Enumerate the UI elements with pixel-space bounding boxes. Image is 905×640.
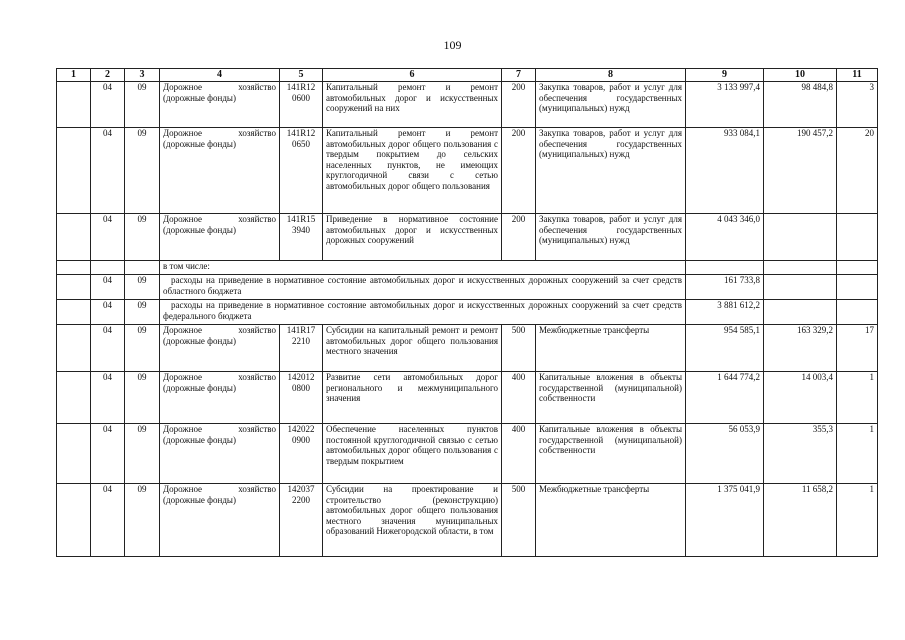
cell-target-code: 141R17 2210: [280, 325, 323, 372]
cell-amount-2: 11 658,2: [764, 484, 837, 557]
cell-type-name: Капитальные вложения в объекты государственной (муниципальной) собственности: [536, 372, 686, 424]
table-row: [57, 372, 878, 424]
cell-col-11: 1: [837, 372, 878, 424]
cell-expense-name: Капитальный ремонт и ремонт автомобильных дорог общего пользования с твердым покрытием до сельских населенных пунктов, не имеющих круглогодичной связи с сетью автомобильных дорог общего пользования: [323, 128, 502, 214]
cell-amount-2: [764, 275, 837, 300]
cell-col-1: [57, 325, 91, 372]
cell-subsection: 09: [125, 214, 160, 261]
cell-type-code: 500: [502, 484, 536, 557]
cell-subsection: 09: [125, 424, 160, 484]
cell-empty: [764, 261, 837, 275]
cell-col-11: 1: [837, 484, 878, 557]
cell-empty: [837, 261, 878, 275]
cell-amount: 1 375 041,9: [686, 484, 764, 557]
cell-section-name: Дорожное хозяйство (дорожные фонды): [160, 128, 280, 214]
column-header-10: 10: [764, 69, 837, 82]
cell-subsection: 09: [125, 275, 160, 300]
cell-section-name: Дорожное хозяйство (дорожные фонды): [160, 82, 280, 128]
cell-type-code: 400: [502, 424, 536, 484]
cell-type-name: Закупка товаров, работ и услуг для обеспечения государственных (муниципальных) нужд: [536, 82, 686, 128]
cell-subsection: 09: [125, 372, 160, 424]
cell-target-code: 141R15 3940: [280, 214, 323, 261]
cell-section: 04: [91, 300, 125, 325]
cell-target-code: 141R12 0650: [280, 128, 323, 214]
cell-target-code: 142022 0900: [280, 424, 323, 484]
cell-target-code: 142037 2200: [280, 484, 323, 557]
cell-col-11: [837, 275, 878, 300]
cell-col-1: [57, 214, 91, 261]
cell-expense-name: Обеспечение населенных пунктов постоянной круглогодичной связью с сетью автомобильных дорог общего пользования с твердым покрытием: [323, 424, 502, 484]
table-row: [57, 484, 878, 557]
cell-amount: 56 053,9: [686, 424, 764, 484]
column-header-5: 5: [280, 69, 323, 82]
cell-amount: 1 644 774,2: [686, 372, 764, 424]
cell-amount-2: [764, 214, 837, 261]
cell-spanning-description: расходы на приведение в нормативное состояние автомобильных дорог и искусственных дорожных сооружений за счет средств федерального бюджета: [160, 300, 686, 325]
cell-expense-name: Субсидии на капитальный ремонт и ремонт автомобильных дорог общего пользования местного значения: [323, 325, 502, 372]
cell-col-1: [57, 275, 91, 300]
cell-col-11: 17: [837, 325, 878, 372]
cell-col-11: 20: [837, 128, 878, 214]
cell-subsection: 09: [125, 128, 160, 214]
cell-subsection: 09: [125, 484, 160, 557]
column-header-3: 3: [125, 69, 160, 82]
cell-amount-2: 14 003,4: [764, 372, 837, 424]
cell-amount: 954 585,1: [686, 325, 764, 372]
cell-section: 04: [91, 372, 125, 424]
cell-type-code: 200: [502, 82, 536, 128]
cell-col-11: 1: [837, 424, 878, 484]
cell-col-1: [57, 372, 91, 424]
cell-spanning-description: расходы на приведение в нормативное состояние автомобильных дорог и искусственных дорожных сооружений за счет средств областного бюджета: [160, 275, 686, 300]
cell-type-code: 200: [502, 128, 536, 214]
column-header-8: 8: [536, 69, 686, 82]
cell-section: 04: [91, 325, 125, 372]
cell-col-11: 3: [837, 82, 878, 128]
cell-amount-2: [764, 300, 837, 325]
cell-expense-name: Субсидии на проектирование и строительство (реконструкцию) автомобильных дорог общего пользования местного значения муниципальных образований Нижегородской области, в том: [323, 484, 502, 557]
cell-section: 04: [91, 424, 125, 484]
cell-type-code: 500: [502, 325, 536, 372]
cell-col-11: [837, 300, 878, 325]
column-header-4: 4: [160, 69, 280, 82]
cell-section-name: Дорожное хозяйство (дорожные фонды): [160, 484, 280, 557]
table-row: [57, 275, 878, 300]
cell-amount-2: 190 457,2: [764, 128, 837, 214]
cell-col-11: [837, 214, 878, 261]
column-header-11: 11: [837, 69, 878, 82]
cell-col-1: [57, 82, 91, 128]
table-body: [57, 82, 878, 557]
cell-subsection: 09: [125, 82, 160, 128]
cell-col-1: [57, 128, 91, 214]
header-row: [57, 69, 878, 82]
cell-empty: [686, 261, 764, 275]
cell-section: 04: [91, 128, 125, 214]
column-header-2: 2: [91, 69, 125, 82]
cell-expense-name: Капитальный ремонт и ремонт автомобильных дорог и искусственных сооружений на них: [323, 82, 502, 128]
table-row: [57, 424, 878, 484]
cell-amount: 3 881 612,2: [686, 300, 764, 325]
page-number: 109: [443, 38, 462, 52]
cell-type-name: Межбюджетные трансферты: [536, 484, 686, 557]
column-header-6: 6: [323, 69, 502, 82]
cell-type-name: Закупка товаров, работ и услуг для обеспечения государственных (муниципальных) нужд: [536, 128, 686, 214]
column-header-7: 7: [502, 69, 536, 82]
cell-col-1: [57, 484, 91, 557]
cell-type-name: Межбюджетные трансферты: [536, 325, 686, 372]
cell-section-name: Дорожное хозяйство (дорожные фонды): [160, 424, 280, 484]
cell-section: 04: [91, 484, 125, 557]
table-row: [57, 128, 878, 214]
cell-target-code: 142012 0800: [280, 372, 323, 424]
table-row: [57, 325, 878, 372]
cell-col-1: [57, 424, 91, 484]
cell-target-code: 141R12 0600: [280, 82, 323, 128]
table-row: [57, 214, 878, 261]
cell-section-name: Дорожное хозяйство (дорожные фонды): [160, 325, 280, 372]
column-header-9: 9: [686, 69, 764, 82]
cell-col-1: [57, 300, 91, 325]
cell-section-name: Дорожное хозяйство (дорожные фонды): [160, 372, 280, 424]
cell-subsection: 09: [125, 325, 160, 372]
cell-type-name: Капитальные вложения в объекты государственной (муниципальной) собственности: [536, 424, 686, 484]
cell-section: [91, 261, 125, 275]
cell-type-code: 200: [502, 214, 536, 261]
table-row: [57, 300, 878, 325]
column-header-1: 1: [57, 69, 91, 82]
cell-section: 04: [91, 214, 125, 261]
cell-amount: 933 084,1: [686, 128, 764, 214]
table-row: [57, 82, 878, 128]
cell-expense-name: Развитие сети автомобильных дорог регионального и межмуниципального значения: [323, 372, 502, 424]
cell-amount-2: 98 484,8: [764, 82, 837, 128]
cell-amount: 4 043 346,0: [686, 214, 764, 261]
cell-type-code: 400: [502, 372, 536, 424]
cell-amount-2: 163 329,2: [764, 325, 837, 372]
cell-amount: 161 733,8: [686, 275, 764, 300]
cell-amount-2: 355,3: [764, 424, 837, 484]
cell-label: в том числе:: [160, 261, 686, 275]
cell-subsection: 09: [125, 300, 160, 325]
cell-type-name: Закупка товаров, работ и услуг для обеспечения государственных (муниципальных) нужд: [536, 214, 686, 261]
cell-amount: 3 133 997,4: [686, 82, 764, 128]
cell-section: 04: [91, 275, 125, 300]
cell-section-name: Дорожное хозяйство (дорожные фонды): [160, 214, 280, 261]
cell-col-1: [57, 261, 91, 275]
cell-section: 04: [91, 82, 125, 128]
table-row: [57, 261, 878, 275]
cell-subsection: [125, 261, 160, 275]
budget-table: [56, 68, 878, 557]
cell-expense-name: Приведение в нормативное состояние автомобильных дорог и искусственных дорожных сооружений: [323, 214, 502, 261]
